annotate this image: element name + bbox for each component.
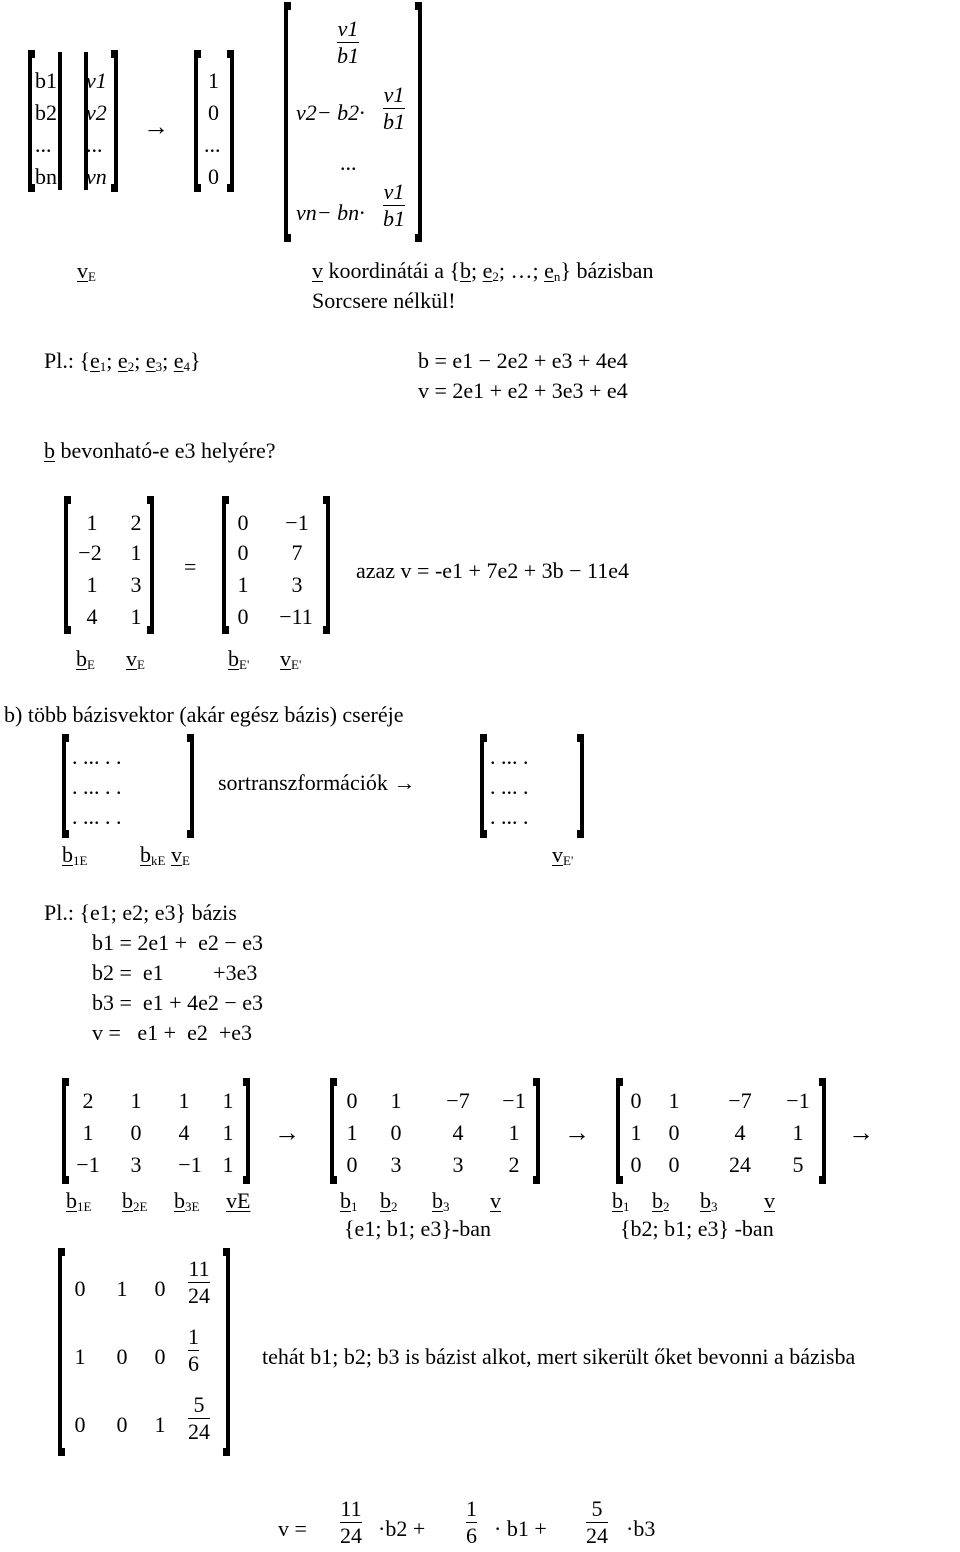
matrix-divider	[58, 52, 62, 190]
m1-cell: 2	[82, 1088, 94, 1113]
final-term-1: ·b2 +	[378, 1516, 426, 1541]
ex1-v-eq: v = 2e1 + e2 + 3e3 + e4	[418, 378, 628, 403]
ex1-matL-cell: 1	[130, 540, 142, 565]
m4-cell: 0	[116, 1344, 128, 1369]
ex1-matL-cell: 1	[130, 604, 142, 629]
m4-fraction: 1 6	[188, 1324, 199, 1376]
m2-cell: −1	[502, 1088, 526, 1113]
secb-row-transform: sortranszformációk →	[218, 770, 416, 795]
final-v: v =	[278, 1516, 307, 1541]
m4-fraction: 11 24	[188, 1256, 210, 1308]
ex1-matR-cell: 1	[237, 572, 249, 597]
final-frac-3: 5 24	[586, 1496, 608, 1548]
m2-cell: 0	[390, 1120, 402, 1145]
top-b1: b1	[35, 68, 57, 93]
m4-cell: 1	[116, 1276, 128, 1301]
top-arrow: →	[143, 112, 169, 141]
ex1-label: vE'	[280, 646, 302, 672]
ex1-matL-cell: 2	[130, 510, 142, 535]
m2-cell: 0	[346, 1152, 358, 1177]
m4-fraction: 5 24	[188, 1392, 210, 1444]
ex2-m3-basis: {b2; b1; e3} -ban	[620, 1216, 774, 1241]
ex2-v: v = e1 + e2 +e3	[92, 1020, 253, 1045]
ex2-m2-basis: {e1; b1; e3}-ban	[344, 1216, 491, 1241]
secb-label-b1E: b1E	[62, 842, 88, 868]
m4-cell: 1	[154, 1412, 166, 1437]
big-frac-2: v1 b1	[383, 82, 405, 134]
m1-cell: 1	[222, 1120, 234, 1145]
m3-cell: 1	[630, 1120, 642, 1145]
final-term-3: ·b3	[626, 1516, 656, 1541]
ex1-matR-cell: 3	[291, 572, 303, 597]
m1-cell: 1	[82, 1120, 94, 1145]
m2-cell: 1	[346, 1120, 358, 1145]
m3-cell: 0	[668, 1120, 680, 1145]
m3-cell: 0	[668, 1152, 680, 1177]
m3-label: v	[764, 1188, 775, 1213]
secb-label-bkE: bkE vE	[140, 842, 190, 868]
m1-label: b1E	[66, 1188, 92, 1214]
m2-cell: 1	[390, 1088, 402, 1113]
m3-cell: 4	[734, 1120, 746, 1145]
ex1-matL-cell: −2	[78, 540, 102, 565]
m1-label: b2E	[122, 1188, 148, 1214]
m1-cell: 1	[222, 1088, 234, 1113]
secb-label-vE2: vE'	[552, 842, 574, 868]
m3-cell: 24	[729, 1152, 751, 1177]
top-b2: b2	[35, 100, 57, 125]
top-v1: v1	[86, 68, 107, 93]
m4-cell: 1	[74, 1344, 86, 1369]
m4-cell: 0	[154, 1276, 166, 1301]
ex1-label: bE'	[228, 646, 250, 672]
section-b-heading: b) több bázisvektor (akár egész bázis) cseréje	[4, 702, 404, 727]
unit-4: 0	[208, 164, 219, 189]
m1-cell: 4	[178, 1120, 190, 1145]
ex2-basis: Pl.: {e1; e2; e3} bázis	[44, 900, 237, 925]
ex2-arrow: →	[274, 1118, 300, 1147]
top-bn: bn	[35, 164, 57, 189]
unit-2: 0	[208, 100, 219, 125]
m1-cell: 0	[130, 1120, 142, 1145]
secb-dots-row-r: . ... .	[490, 804, 529, 829]
secb-dots-row: . ... . .	[72, 804, 122, 829]
no-swap-note: Sorcsere nélkül!	[312, 288, 456, 313]
m1-cell: −1	[178, 1152, 202, 1177]
m3-label: b1	[612, 1188, 630, 1214]
m4-cell: 0	[74, 1276, 86, 1301]
ex1-matL-cell: 4	[86, 604, 98, 629]
m3-cell: −1	[786, 1088, 810, 1113]
m3-label: b2	[652, 1188, 670, 1214]
ex1-matR-cell: 0	[237, 510, 249, 535]
m1-cell: 1	[222, 1152, 234, 1177]
ex1-eq: =	[184, 554, 197, 579]
ex2-conclusion: tehát b1; b2; b3 is bázist alkot, mert sikerült őket bevonni a bázisba	[262, 1344, 856, 1369]
ex1-matR-cell: 0	[237, 540, 249, 565]
unit-3: ...	[204, 132, 221, 157]
secb-dots-row: . ... . .	[72, 774, 122, 799]
m2-cell: −7	[446, 1088, 470, 1113]
ex1-matL-cell: 1	[86, 510, 98, 535]
m4-cell: 0	[154, 1344, 166, 1369]
m2-cell: 1	[508, 1120, 520, 1145]
m2-cell: 4	[452, 1120, 464, 1145]
m1-cell: 1	[130, 1088, 142, 1113]
m1-cell: −1	[76, 1152, 100, 1177]
m2-label: b1	[340, 1188, 358, 1214]
m3-cell: 0	[630, 1152, 642, 1177]
ex1-label: bE	[76, 646, 95, 672]
m3-cell: 5	[792, 1152, 804, 1177]
unit-1: 1	[208, 68, 219, 93]
m2-cell: 0	[346, 1088, 358, 1113]
ex1-matL-cell: 3	[130, 572, 142, 597]
ex1-matR-cell: 7	[291, 540, 303, 565]
ex2-arrow: →	[564, 1118, 590, 1147]
final-frac-2: 1 6	[466, 1496, 477, 1548]
m2-label: b3	[432, 1188, 450, 1214]
ex2-b2: b2 = e1 +3e3	[92, 960, 258, 985]
m1-cell: 3	[130, 1152, 142, 1177]
secb-dots-row: . ... . .	[72, 744, 122, 769]
ex1-label: vE	[126, 646, 145, 672]
big-frac-1: v1 b1	[337, 16, 359, 68]
ex1-matR-cell: −11	[279, 604, 313, 629]
m4-cell: 0	[116, 1412, 128, 1437]
m4-cell: 0	[74, 1412, 86, 1437]
ex2-b3: b3 = e1 + 4e2 − e3	[92, 990, 264, 1015]
m2-cell: 2	[508, 1152, 520, 1177]
ex1-question: b bevonható-e e3 helyére?	[44, 438, 276, 463]
secb-dots-row-r: . ... .	[490, 744, 529, 769]
top-v2: v2	[86, 100, 107, 125]
m3-cell: 1	[792, 1120, 804, 1145]
m1-cell: 1	[178, 1088, 190, 1113]
m3-cell: −7	[728, 1088, 752, 1113]
top-vn: vn	[86, 164, 107, 189]
m2-cell: 3	[390, 1152, 402, 1177]
big-row2-prefix: v2− b2·	[296, 100, 365, 125]
m2-label: b2	[380, 1188, 398, 1214]
final-term-2: · b1 +	[494, 1516, 547, 1541]
ex1-matR-cell: −1	[285, 510, 309, 535]
m3-cell: 0	[630, 1088, 642, 1113]
top-bdots: ...	[35, 132, 52, 157]
big-row3: ...	[340, 150, 357, 175]
m3-label: b3	[700, 1188, 718, 1214]
ex2-arrow: →	[848, 1118, 874, 1147]
top-vdots: ...	[86, 132, 103, 157]
m1-label: b3E	[174, 1188, 200, 1214]
m3-cell: 1	[668, 1088, 680, 1113]
ex2-b1: b1 = 2e1 + e2 − e3	[92, 930, 264, 955]
ex1-basis: Pl.: {e1; e2; e3; e4}	[44, 348, 201, 374]
ex1-matR-cell: 0	[237, 604, 249, 629]
final-frac-1: 11 24	[340, 1496, 362, 1548]
ex1-result: azaz v = -e1 + 7e2 + 3b − 11e4	[356, 558, 629, 583]
coord-line: v koordinátái a {b; e2; …; en} bázisban	[312, 258, 654, 284]
big-frac-4: v1 b1	[383, 179, 405, 231]
ex1-b-eq: b = e1 − 2e2 + e3 + 4e4	[418, 348, 628, 373]
m2-label: v	[490, 1188, 501, 1213]
m1-label: vE	[226, 1188, 251, 1213]
big-row4-prefix: vn− bn·	[296, 200, 365, 225]
label-vE: vE	[77, 258, 96, 284]
secb-dots-row-r: . ... .	[490, 774, 529, 799]
ex1-matL-cell: 1	[86, 572, 98, 597]
m2-cell: 3	[452, 1152, 464, 1177]
